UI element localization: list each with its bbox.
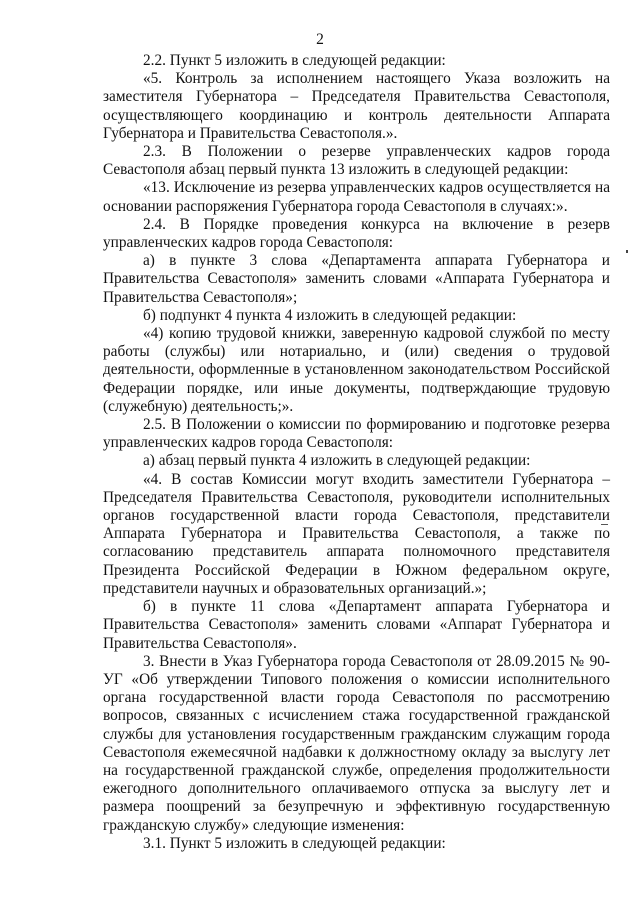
scan-dash xyxy=(601,524,608,525)
paragraph-2-2-quote: «5. Контроль за исполнением настоящего Указа возложить на заместителя Губернатора – Председателя Правительства Севастополя, осуществляющего координацию и контроль деятельности Аппарата Губернатора и Правительства Севастополя.». xyxy=(103,70,610,142)
paragraph-3-1: 3.1. Пункт 5 изложить в следующей редакции: xyxy=(143,834,446,852)
paragraph-2-4: 2.4. В Порядке проведения конкурса на включение в резерв управленческих кадров города Севастополя: xyxy=(103,215,610,252)
document-body xyxy=(103,52,610,853)
scan-speck xyxy=(626,250,628,253)
paragraph-2-5: 2.5. В Положении о комиссии по формированию и подготовке резерва управленческих кадров города Севастополя: xyxy=(103,416,610,452)
paragraph-2-5-a-quote: «4. В состав Комиссии могут входить заместители Губернатора – Председателя Правительства Севастополя, руководители исполнительных органов государственной власти города Севастополя, представители Аппарата Губернатора и Правительства Севастополя, а также по согласованию представитель аппарата полномочного представителя Президента Российской Федерации в Южном федеральном округе, представители научных и образовательных организаций.»; xyxy=(103,470,610,597)
page-number: 2 xyxy=(316,31,324,48)
paragraph-2-5-a: а) абзац первый пункта 4 изложить в следующей редакции: xyxy=(143,452,531,470)
paragraph-2-4-b: б) подпункт 4 пункта 4 изложить в следующей редакции: xyxy=(143,306,517,324)
paragraph-2-3: 2.3. В Положении о резерве управленческих кадров города Севастополя абзац первый пункта 13 изложить в следующей редакции: xyxy=(103,143,610,179)
paragraph-2-5-b: б) в пункте 11 слова «Департамент аппарата Губернатора и Правительства Севастополя» заменить словами «Аппарат Губернатора и Правительства Севастополя». xyxy=(103,598,610,652)
paragraph-2-4-b-quote: «4) копию трудовой книжки, заверенную кадровой службой по месту работы (службы) или нотариально, и (или) сведения о трудовой деятельности, оформленные в установленном законодательством Российской Федерации порядке, или иные документы, подтверждающие трудовую (служебную) деятельность;». xyxy=(103,325,610,415)
paragraph-2-3-quote: «13. Исключение из резерва управленческих кадров осуществляется на основании распоряжения Губернатора города Севастополя в случаях:». xyxy=(103,179,610,215)
paragraph-3: 3. Внести в Указ Губернатора города Севастополя от 28.09.2015 № 90-УГ «Об утверждении Типового положения о комиссии исполнительного органа государственной власти города Севастополя по рассмотрению вопросов, связанных с исчислением стажа государственной гражданской службы для установления государственным гражданским служащим города Севастополя ежемесячной надбавки к должностному окладу за выслугу лет на государственной гражданской службе, определения продолжительности ежегодного дополнительного оплачиваемого отпуска за выслугу лет и размера поощрений за безупречную и эффективную государственную гражданскую службу» следующие изменения: xyxy=(103,652,610,834)
paragraph-2-2: 2.2. Пункт 5 изложить в следующей редакции: xyxy=(143,52,446,69)
paragraph-2-4-a: а) в пункте 3 слова «Департамента аппарата Губернатора и Правительства Севастополя» заменить словами «Аппарата Губернатора и Правительства Севастополя»; xyxy=(103,252,610,306)
